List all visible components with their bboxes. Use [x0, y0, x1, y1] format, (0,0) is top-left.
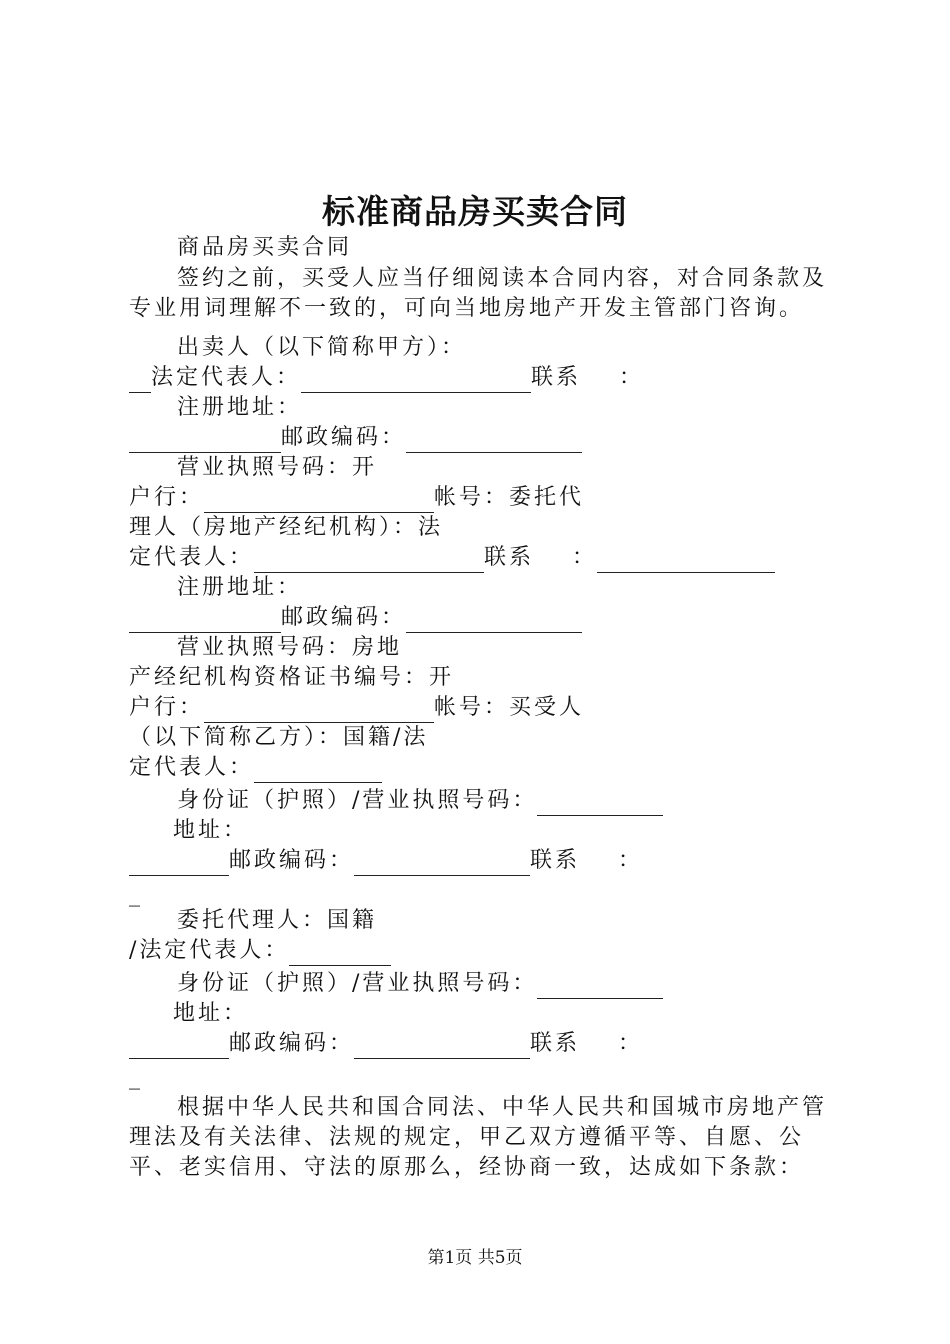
seller-rep-line: 法定代表人： 联系 ：	[129, 363, 833, 393]
seller-addr-line: 注册地址：	[177, 395, 303, 420]
dash-line-1: _	[129, 882, 143, 907]
buyer-agent-rep-blank[interactable]	[289, 943, 391, 966]
agent-postcode-line: 邮政编码：	[129, 603, 833, 633]
buyer-legal-rep-blank[interactable]	[254, 760, 382, 783]
document-title: 标准商品房买卖合同	[322, 192, 628, 231]
buyer-agent-postcode-blank[interactable]	[354, 1036, 530, 1059]
seller-license-line: 营业执照号码： 开	[177, 455, 378, 480]
page-footer: 第1页 共5页	[427, 1248, 523, 1268]
agent-license-line: 营业执照号码： 房地	[177, 635, 403, 660]
agent-contact-blank[interactable]	[597, 550, 775, 573]
intro-line-1: 签约之前，买受人应当仔细阅读本合同内容，对合同条款及	[177, 266, 828, 291]
body-line-2: 理法及有关法律、法规的规定，甲乙双方遵循平等、自愿、公	[129, 1125, 805, 1150]
buyer-addr-line: 地址：	[173, 818, 249, 843]
buyer-agent-id-blank[interactable]	[537, 976, 663, 999]
seller-agent-line: 理人（房地产经纪机构）： 法	[129, 515, 444, 540]
agent-postcode-blank[interactable]	[406, 610, 582, 633]
seller-line: 出卖人（以下简称甲方）：	[177, 335, 467, 360]
agent-addr-line: 注册地址：	[177, 575, 303, 600]
body-line-1: 根据中华人民共和国合同法、中华人民共和国城市房地产管	[177, 1095, 828, 1120]
seller-postcode-blank[interactable]	[406, 430, 582, 453]
buyer-postcode-line: 邮政编码： 联系 ：	[129, 846, 833, 876]
seller-bank-blank[interactable]	[204, 490, 434, 513]
body-line-3: 平、老实信用、守法的原那么，经协商一致，达成如下条款：	[129, 1155, 805, 1180]
seller-legal-rep-blank[interactable]	[301, 370, 531, 393]
agent-bank-line: 户行： 帐号： 买受人	[129, 693, 833, 723]
buyer-id-blank[interactable]	[537, 793, 663, 816]
seller-postcode-line: 邮政编码：	[129, 423, 833, 453]
intro-line-2: 专业用词理解不一致的，可向当地房地产开发主管部门咨询。	[129, 296, 805, 321]
dash-line-2: _	[129, 1065, 143, 1090]
agent-legal-rep-blank[interactable]	[254, 550, 484, 573]
agent-bank-blank[interactable]	[204, 700, 434, 723]
buyer-id-line: 身份证（护照）/营业执照号码：	[129, 786, 833, 816]
buyer-agent-rep-line: /法定代表人：	[129, 936, 833, 966]
seller-bank-line: 户行： 帐号： 委托代	[129, 483, 833, 513]
buyer-agent-addr-line: 地址：	[173, 1001, 249, 1026]
buyer-agent-line: 委托代理人： 国籍	[177, 908, 378, 933]
buyer-postcode-blank[interactable]	[354, 853, 530, 876]
buyer-rep-line: 定代表人：	[129, 753, 833, 783]
buyer-line: （以下简称乙方）： 国籍/法	[129, 725, 429, 750]
agent-rep-line: 定代表人： 联系 ：	[129, 543, 833, 573]
buyer-agent-id-line: 身份证（护照）/营业执照号码：	[129, 969, 833, 999]
buyer-agent-postcode-line: 邮政编码： 联系 ：	[129, 1029, 833, 1059]
doc-subtitle: 商品房买卖合同	[177, 235, 353, 260]
broker-cert-line: 产经纪机构资格证书编号： 开	[129, 665, 455, 690]
